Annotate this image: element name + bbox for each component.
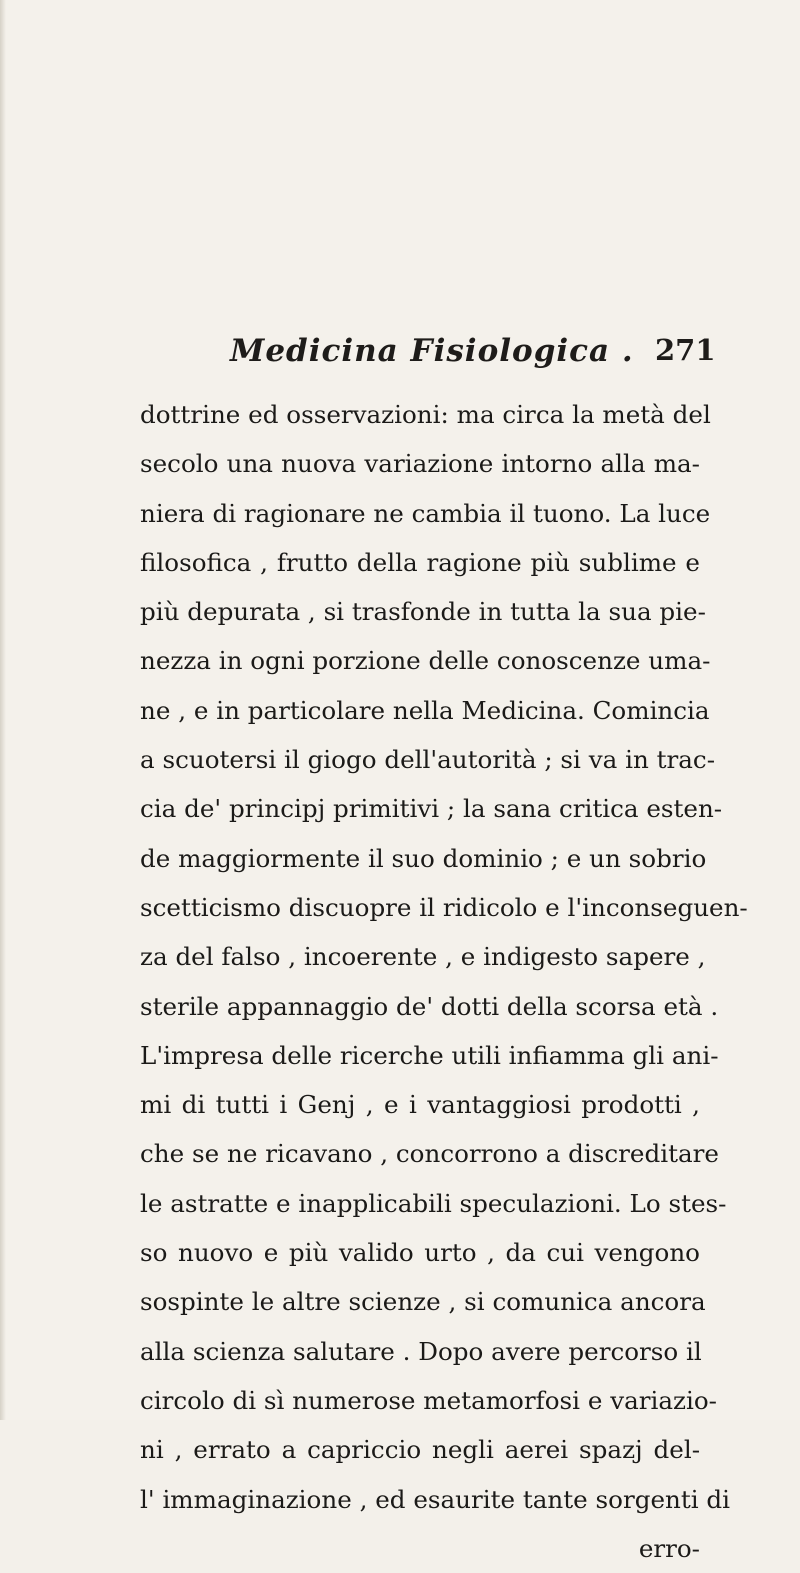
text-line: circolo di sì numerose metamorfosi e variazio- <box>140 1385 717 1415</box>
text-line: filosofica , frutto della ragione più sublime e <box>140 547 700 577</box>
text-line: scetticismo discuopre il ridicolo e l'inconseguen- <box>140 892 748 922</box>
running-title: Medicina Fisiologica . <box>230 333 634 369</box>
text-line: alla scienza salutare . Dopo avere percorso il <box>140 1336 702 1366</box>
body-text <box>140 390 748 1573</box>
text-line: L'impresa delle ricerche utili infiamma gli ani- <box>140 1040 719 1070</box>
text-line: za del falso , incoerente , e indigesto sapere , <box>140 942 706 972</box>
text-line: de maggiormente il suo dominio ; e un sobrio <box>140 843 707 873</box>
text-line: le astratte e inapplicabili speculazioni. Lo stes- <box>140 1188 727 1218</box>
text-line: mi di tutti i Genj , e i vantaggiosi prodotti , <box>140 1090 700 1120</box>
text-line: che se ne ricavano , concorrono a discreditare <box>140 1139 719 1169</box>
page-gutter-shadow <box>0 0 6 1420</box>
text-line: l' immaginazione , ed esaurite tante sorgenti di <box>140 1484 731 1514</box>
text-line: più depurata , si trasfonde in tutta la sua pie- <box>140 597 706 627</box>
text-line: niera di ragionare ne cambia il tuono. La luce <box>140 498 711 528</box>
text-line: ne , e in particolare nella Medicina. Comincia <box>140 695 710 725</box>
text-line: a scuotersi il giogo dell'autorità ; si va in trac- <box>140 745 716 775</box>
text-line: sterile appannaggio de' dotti della scorsa età . <box>140 991 719 1021</box>
text-line: nezza in ogni porzione delle conoscenze uma- <box>140 646 711 676</box>
text-line: secolo una nuova variazione intorno alla ma- <box>140 449 700 479</box>
text-line: cia de' principj primitivi ; la sana critica esten- <box>140 794 723 824</box>
text-line: so nuovo e più valido urto , da cui vengono <box>140 1238 700 1268</box>
page-number: 271 <box>655 333 716 367</box>
catchword: erro- <box>638 1533 700 1563</box>
text-line: sospinte le altre scienze , si comunica ancora <box>140 1287 706 1317</box>
text-line: ni , errato a capriccio negli aerei spazj del- <box>140 1435 700 1465</box>
text-line: dottrine ed osservazioni: ma circa la metà del <box>140 400 711 429</box>
